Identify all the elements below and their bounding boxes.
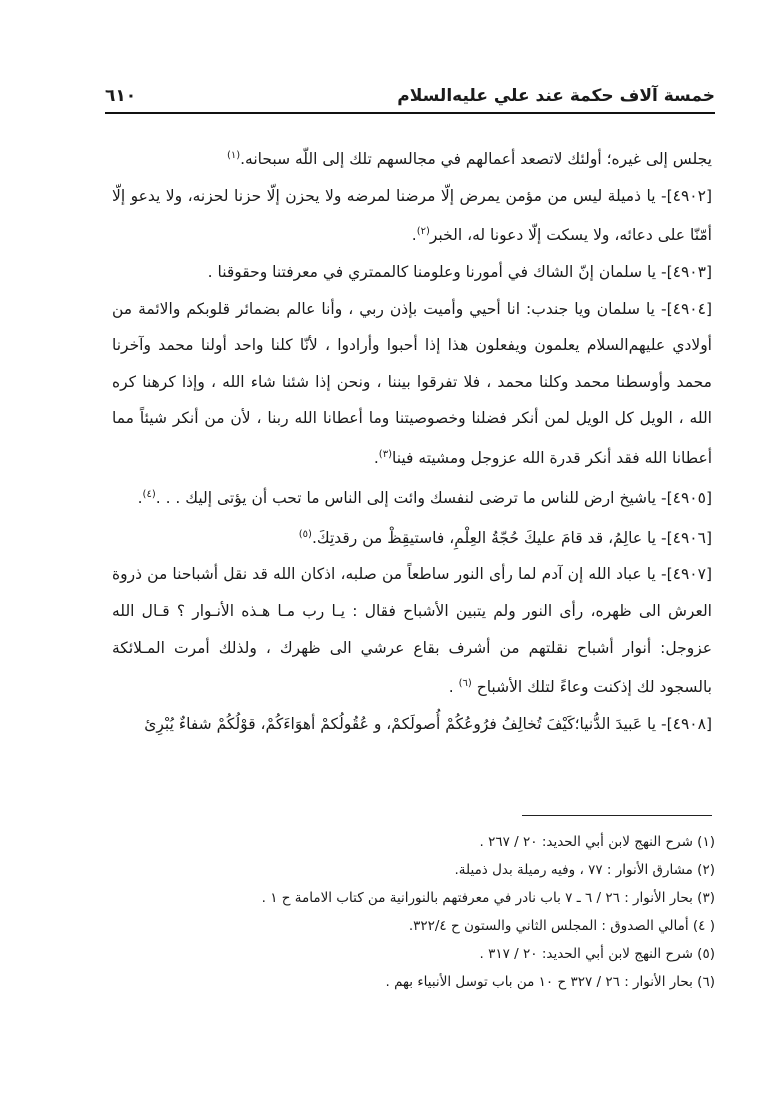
saying-4903 xyxy=(112,254,712,291)
saying-4907: [٤٩٠٧]- يا عباد الله إن آدم لما رأى النور ساطعاً من صلبه، اذكان الله قد نقل أشباحنا من ذروة العرش الى ظهره، رأى النور ولم يتبين الأشباح فقال : يـا رب مـا هـذه الأنـوار ؟ قـال الله عزوجل: أنوار أشباح نقلتهم من أشرف بقاع عرشي الى ظهرك ، ولذلك أمرت المـلائكة بالسجود لك إذكنت وعاءً لتلك الأشباح $^{(٦)}$ . xyxy=(112,565,712,697)
paragraph-text: [٤٩٠٤]- يا سلمان ويا جندب: انا أحيي وأميت بإذن ربي ، وأنا عالم بضمائر قلوبكم والائمة من أولادي عليهم‌السلام يعلمون ويفعلون هذا إذا أحبوا وأرادوا ، لأنّا كلنا واحد أولنا محمد وآخرنا محمد وأوسطنا محمد وكلنا محمد ، فلا تفرقوا بيننا ، ونحن إذا شئنا شاء الله ، وإذا كرهنا كره الله ، الويل كل الويل لمن أنكر فضلنا وخصوصيتنا وما أعطانا الله ربنا ، لأن من أنكر شيئاً مما أعطانا الله فقد أنكر قدرة الله عزوجل ومشيته فينا xyxy=(112,299,712,468)
saying-4904: [٤٩٠٤]- يا سلمان ويا جندب: انا أحيي وأميت بإذن ربي ، وأنا عالم بضمائر قلوبكم والائمة من أولادي عليهم‌السلام يعلمون ويفعلون هذا إذا أحبوا وأرادوا ، لأنّا كلنا واحد أولنا محمد وآخرنا محمد وأوسطنا محمد وكلنا محمد ، فلا تفرقوا بيننا ، ونحن إذا شئنا شاء الله ، وإذا كرهنا كره الله ، الويل كل الويل لمن أنكر فضلنا وخصوصيتنا وما أعطانا الله ربنا ، لأن من أنكر شيئاً مما أعطانا الله فقد أنكر قدرة الله عزوجل ومشيته فينا$^{(٣)}$. xyxy=(112,299,712,468)
footnote-1: (١) شرح النهج لابن أبي الحديد: ٢٠ / ٢٦٧ . xyxy=(479,834,715,850)
saying-4902: [٤٩٠٢]- يا ذميلة ليس من مؤمن يمرض إلّا مرضنا لمرضه ولا يحزن إلّا حزنا لحزنه، ولا يدعو إلّا أمّنّا على دعائه، ولا يسكت إلّا دعونا له، الخبر$^{(٢)}$. xyxy=(112,186,712,245)
footnote-4: ( ٤) أمالي الصدوق : المجلس الثاني والستون ح ٣٢٢/٤. xyxy=(408,918,715,934)
paragraph-text: [٤٩٠٣]- يا سلمان إنّ الشاك في أمورنا وعلومنا كالممتري في معرفتنا وحقوقنا . xyxy=(207,263,712,282)
paragraph-text: [٤٩٠٢]- يا ذميلة ليس من مؤمن يمرض إلّا مرضنا لمرضه ولا يحزن إلّا حزنا لحزنه، ولا يدعو إلّا أمّنّا على دعائه، ولا يسكت إلّا دعونا له، الخبر xyxy=(112,186,712,245)
page-number: ٦١٠ xyxy=(105,86,137,106)
saying-4908 xyxy=(112,706,712,743)
paragraph-text: يجلس إلى غيره؛ أولئك لاتصعد أعمالهم في مجالسهم تلك إلى اللّه سبحانه. xyxy=(240,150,712,169)
saying-4906 xyxy=(112,517,712,557)
main-text xyxy=(112,138,712,742)
footnote-ref: (٦) xyxy=(458,678,472,690)
paragraph-text: [٤٩٠٧]- يا عباد الله إن آدم لما رأى النور ساطعاً من صلبه، اذكان الله قد نقل أشباحنا من ذروة العرش الى ظهره، رأى النور ولم يتبين الأشباح فقال : يـا رب مـا هـذه الأنـوار ؟ قـال الله عزوجل: أنوار أشباح نقلتهم من أشرف بقاع عرشي الى ظهرك ، ولذلك أمرت المـلائكة بالسجود لك إذكنت وعاءً لتلك الأشباح xyxy=(112,565,712,697)
footnote-ref: (٣) xyxy=(378,449,392,461)
footnote-2: (٢) مشارق الأنوار : ٧٧ ، وفيه رميلة بدل ذميلة. xyxy=(454,862,715,878)
footnote-ref: (١) xyxy=(226,150,241,161)
footnote-separator xyxy=(522,815,712,816)
footnote-ref: (٢) xyxy=(416,226,430,238)
footnote-ref: (٤) xyxy=(142,488,156,500)
paragraph-text: [٤٩٠٨]- يا عَبيدَ الدُّنيا؛كَيْفَ تُخالِفُ فرُوعُكُمْ أُصولَكمْ، و عُقُولُكمْ أهوَاءَكُمْ، قوْلُكُمْ شفاءٌ يُبْرِئ xyxy=(144,714,712,733)
footnote-5: (٥) شرح النهج لابن أبي الحديد: ٢٠ / ٣١٧ . xyxy=(479,946,715,962)
footnote-3: (٣) بحار الأنوار : ٢٦ / ٦ ـ ٧ باب نادر في معرفتهم بالنورانية من كتاب الامامة ح ١ . xyxy=(261,890,715,906)
paragraph-text: [٤٩٠٥]- ياشيخ ارض للناس ما ترضى لنفسك وائت إلى الناس ما تحب أن يؤتى إليك . . . xyxy=(155,488,712,507)
header-title: خمسة آلاف حكمة عند علي عليه‌السلام xyxy=(397,86,715,106)
footnotes xyxy=(150,828,715,996)
running-header xyxy=(105,78,715,114)
saying-4905: [٤٩٠٥]- ياشيخ ارض للناس ما ترضى لنفسك وائت إلى الناس ما تحب أن يؤتى إليك . . .$^{(٤)}$. xyxy=(137,488,712,507)
paragraph-continuation xyxy=(112,138,712,178)
footnote-6: (٦) بحار الأنوار : ٢٦ / ٣٢٧ ح ١٠ من باب توسل الأنبياء بهم . xyxy=(385,974,715,990)
footnote-ref: (٥) xyxy=(298,528,312,540)
paragraph-text: [٤٩٠٦]- يا عالِمُ، قد قامَ عليكَ حُجّةُ العِلْمِ، فاستيقِظْ من رقدتِكَ. xyxy=(311,528,712,547)
